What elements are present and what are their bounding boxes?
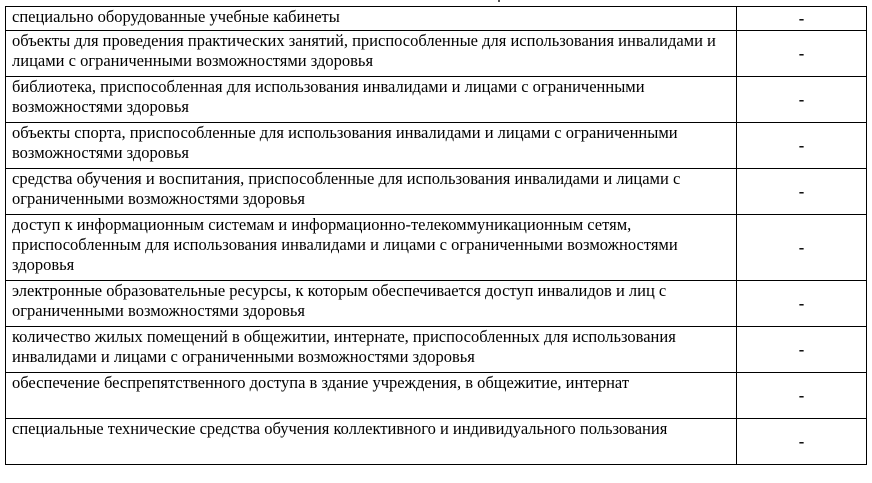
row-value: - bbox=[737, 7, 867, 31]
row-description: специальные технические средства обучения коллективного и индивидуального пользования bbox=[6, 419, 737, 465]
row-description: обеспечение беспрепятственного доступа в здание учреждения, в общежитие, интернат bbox=[6, 373, 737, 419]
row-description: специально оборудованные учебные кабинеты bbox=[6, 7, 737, 31]
table-row bbox=[6, 327, 867, 373]
accessibility-table bbox=[5, 6, 867, 465]
row-description: электронные образовательные ресурсы, к которым обеспечивается доступ инвалидов и лиц с ограниченными возможностями здоровья bbox=[6, 281, 737, 327]
accessibility-table-container bbox=[5, 6, 866, 465]
table-row bbox=[6, 7, 867, 31]
table-row bbox=[6, 123, 867, 169]
table-row bbox=[6, 31, 867, 77]
row-description: объекты для проведения практических занятий, приспособленные для использования инвалидами и лицами с ограниченными возможностями здоровья bbox=[6, 31, 737, 77]
row-description: библиотека, приспособленная для использования инвалидами и лицами с ограниченными возможностями здоровья bbox=[6, 77, 737, 123]
row-value: - bbox=[737, 123, 867, 169]
row-description: доступ к информационным системам и информационно-телекоммуникационным сетям, приспособленным для использования инвалидами и лицами с ограниченными возможностями здоровья bbox=[6, 215, 737, 281]
top-edge-mark bbox=[498, 0, 500, 2]
row-value: - bbox=[737, 327, 867, 373]
table-row bbox=[6, 77, 867, 123]
row-value: - bbox=[737, 77, 867, 123]
table-row bbox=[6, 373, 867, 419]
row-description: объекты спорта, приспособленные для использования инвалидами и лицами с ограниченными возможностями здоровья bbox=[6, 123, 737, 169]
table-row bbox=[6, 419, 867, 465]
row-value: - bbox=[737, 281, 867, 327]
row-value: - bbox=[737, 373, 867, 419]
row-value: - bbox=[737, 419, 867, 465]
row-value: - bbox=[737, 215, 867, 281]
table-row bbox=[6, 169, 867, 215]
table-row bbox=[6, 281, 867, 327]
row-value: - bbox=[737, 169, 867, 215]
row-value: - bbox=[737, 31, 867, 77]
table-row bbox=[6, 215, 867, 281]
row-description: количество жилых помещений в общежитии, интернате, приспособленных для использования инвалидами и лицами с ограниченными возможностями здоровья bbox=[6, 327, 737, 373]
row-description: средства обучения и воспитания, приспособленные для использования инвалидами и лицами с ограниченными возможностями здоровья bbox=[6, 169, 737, 215]
